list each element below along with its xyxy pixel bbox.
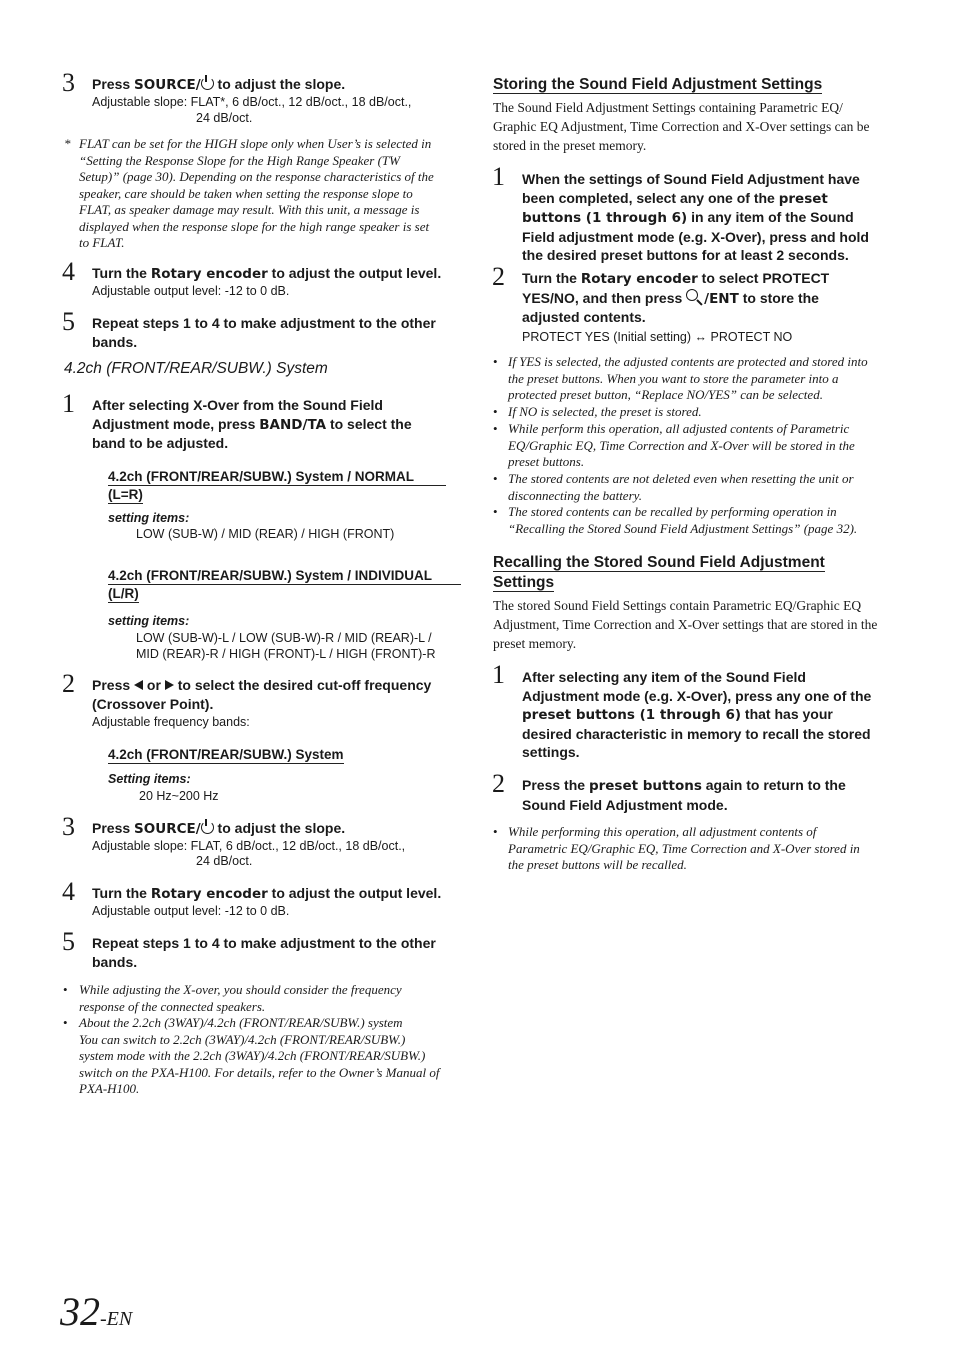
step-line (522, 189, 869, 209)
note-line: The stored contents can be recalled by performing operation in (508, 504, 837, 519)
step-line: Repeat steps 1 to 4 to make adjustment to the other (92, 935, 436, 951)
note (508, 471, 898, 504)
heading-text: Recalling the Stored Sound Field Adjustment (493, 554, 825, 571)
step-text (522, 170, 869, 265)
step-detail: Adjustable output level: -12 to 0 dB. (92, 284, 290, 298)
step-line (522, 705, 871, 725)
step-line (522, 289, 829, 309)
step-text-part: Press the (522, 777, 589, 793)
step-line (92, 415, 412, 435)
paragraph-line: Adjustment, Time Correction and X-Over settings that are stored in the (493, 616, 878, 632)
setting-items-label: Setting items: (108, 772, 191, 786)
step-text (92, 819, 345, 839)
step-number: 2 (492, 769, 505, 798)
note-line: About the 2.2ch (3WAY)/4.2ch (FRONT/REAR/SUBW.) system (79, 1015, 403, 1030)
key-label: preset buttons (1 through 6) (522, 707, 742, 723)
step-text (522, 269, 829, 327)
note-line: system mode with the 2.2ch (3WAY)/4.2ch (FRONT/REAR/SUBW.) (79, 1048, 426, 1063)
step-text-part: Turn the (522, 270, 581, 286)
note-line: While adjusting the X-over, you should consider the frequency (79, 982, 402, 997)
step-number: 4 (62, 877, 75, 906)
paragraph-line: The Sound Field Adjustment Settings containing Parametric EQ/ (493, 100, 843, 115)
step-text-part: again to return to the (701, 777, 846, 793)
setting-items-label: setting items: (108, 511, 190, 525)
step-text-part: or (143, 677, 165, 693)
section-heading (493, 553, 825, 593)
note (508, 421, 898, 471)
heading-text: Storing the Sound Field Adjustment Settings (493, 76, 823, 93)
box-heading-line: 4.2ch (FRONT/REAR/SUBW.) System / NORMAL (108, 468, 446, 486)
footnote-line: “Setting the Response Slope for the High Range Speaker (TW (79, 152, 400, 168)
step-text (92, 934, 436, 971)
step-text (522, 668, 871, 762)
step-line (522, 269, 829, 289)
step-text-part: Turn the (92, 265, 151, 281)
step-text-part: to select the (326, 415, 412, 432)
step-number: 3 (62, 812, 75, 841)
step-text (522, 776, 846, 814)
box-heading-line: 4.2ch (FRONT/REAR/SUBW.) System / INDIVIDUAL (108, 567, 461, 585)
footnote-line: to FLAT. (79, 235, 125, 250)
setting-items: MID (REAR)-R / HIGH (FRONT)-L / HIGH (FRONT)-R (136, 647, 436, 661)
footnote-line: Setup)” (page 30). Depending on the response characteristics of the (79, 169, 434, 184)
page-number-suffix: -EN (100, 1308, 133, 1330)
section-heading (493, 75, 822, 95)
step-line: bands. (92, 953, 138, 970)
step-text (92, 264, 441, 284)
note-line: switch on the PXA-H100. For details, refer to the Owner’s Manual of (79, 1064, 440, 1080)
paragraph-line: preset memory. (493, 635, 577, 651)
key-label: preset buttons (588, 778, 702, 794)
step-number: 4 (62, 257, 75, 286)
box-heading (108, 746, 344, 764)
step-detail: Adjustable frequency bands: (92, 715, 250, 729)
step-text-part: been completed, select any one of the (522, 189, 779, 206)
footnote (79, 136, 469, 252)
key-label: BAND/TA (259, 416, 327, 433)
step-line: After selecting any item of the Sound Field (522, 669, 806, 685)
step-line: When the settings of Sound Field Adjustment have (522, 171, 860, 187)
note (79, 982, 469, 1015)
step-number: 1 (492, 660, 505, 689)
power-icon (201, 77, 214, 90)
left-arrow-icon (134, 680, 143, 690)
bullet: • (493, 421, 498, 436)
step-text-part: Press (92, 820, 135, 836)
note-line: disconnecting the battery. (508, 487, 642, 503)
step-number: 5 (62, 307, 75, 336)
step-text-part: in any item of the Sound (687, 209, 854, 225)
note-line: While performing this operation, all adjustment contents of (508, 824, 817, 839)
note-line: response of the connected speakers. (79, 998, 266, 1014)
step-line: Field adjustment mode (e.g. X-Over), press and hold (522, 228, 869, 245)
step-number: 1 (62, 389, 75, 418)
paragraph (493, 597, 893, 653)
note-line: PXA-H100. (79, 1081, 140, 1096)
bullet: • (493, 504, 498, 519)
note-line: If YES is selected, the adjusted contents are protected and stored into (508, 354, 868, 369)
note-line: “Recalling the Stored Sound Field Adjustment Settings” (page 32). (508, 520, 858, 536)
note (508, 504, 898, 537)
note (508, 354, 898, 404)
box-heading (108, 567, 461, 603)
paragraph-line: The stored Sound Field Settings contain Parametric EQ/Graphic EQ (493, 598, 862, 613)
key-label: SOURCE/ (134, 821, 201, 837)
step-detail: Adjustable output level: -12 to 0 dB. (92, 904, 290, 918)
step-text-part: to adjust the output level. (267, 885, 442, 901)
step-text (92, 75, 345, 95)
step-text (92, 884, 441, 904)
page-number-value: 32 (60, 1289, 100, 1334)
step-text-part: YES/NO, and then press (522, 289, 687, 306)
paragraph-line: Graphic EQ Adjustment, Time Correction and X-Over settings can be (493, 118, 870, 134)
footnote-mark: * (64, 136, 71, 151)
note-line: If NO is selected, the preset is stored. (508, 404, 702, 419)
step-text (92, 314, 436, 351)
step-detail: Adjustable slope: FLAT, 6 dB/oct., 12 dB/oct., 18 dB/oct., (92, 839, 406, 853)
footnote-line: speaker, care should be taken when setting the response slope to (79, 185, 413, 201)
setting-items: 20 Hz~200 Hz (139, 789, 219, 803)
step-text-part: to store the (738, 289, 819, 306)
step-line (92, 676, 431, 695)
search-icon (686, 289, 704, 305)
key-label: Rotary encoder (150, 886, 268, 902)
note (508, 824, 898, 874)
step-detail: PROTECT YES (Initial setting) ↔ PROTECT NO (522, 330, 793, 344)
step-line: bands. (92, 333, 138, 350)
step-line: Repeat steps 1 to 4 to make adjustment to the other (92, 315, 436, 331)
step-line: desired characteristic in memory to recall the stored (522, 725, 871, 742)
setting-items: LOW (SUB-W)-L / LOW (SUB-W)-R / MID (REAR)-L / (136, 631, 432, 645)
step-text-part: to select the desired cut-off frequency (173, 677, 432, 693)
step-text-part: to adjust the output level. (267, 265, 442, 281)
setting-items: LOW (SUB-W) / MID (REAR) / HIGH (FRONT) (136, 527, 395, 541)
page-number (60, 1288, 132, 1335)
bullet: • (493, 354, 498, 369)
step-line: the desired preset buttons for at least 2 seconds. (522, 247, 849, 263)
step-text-part: to select PROTECT (697, 270, 830, 286)
key-label: preset (778, 190, 828, 207)
bullet: • (493, 824, 498, 839)
step-line (522, 208, 869, 228)
key-label: buttons (1 through 6) (522, 210, 688, 226)
step-text-part: Turn the (92, 885, 151, 901)
note-line: the preset buttons will be recalled. (508, 857, 687, 872)
key-label: Rotary encoder (150, 266, 268, 282)
heading-text: Settings (493, 574, 555, 591)
power-icon (201, 821, 214, 834)
note-line: While perform this operation, all adjusted contents of Parametric (508, 421, 850, 436)
step-text (92, 676, 431, 713)
step-detail: 24 dB/oct. (196, 854, 253, 868)
step-line (522, 776, 846, 796)
note (79, 1015, 469, 1098)
step-text-part: Adjustment mode, press (92, 415, 260, 432)
note-line: the preset buttons. When you want to store the parameter into a (508, 370, 839, 386)
step-number: 2 (492, 262, 505, 291)
key-label: Rotary encoder (580, 271, 698, 287)
step-text-part: to adjust the slope. (213, 76, 346, 92)
section-heading: 4.2ch (FRONT/REAR/SUBW.) System (64, 360, 328, 377)
note (508, 404, 898, 421)
step-number: 1 (492, 162, 505, 191)
right-arrow-icon (165, 680, 174, 690)
step-line: (Crossover Point). (92, 695, 214, 712)
step-text (92, 396, 412, 453)
box-heading-line: (L=R) (108, 487, 143, 502)
note-line: preset buttons. (508, 454, 585, 469)
step-line: After selecting X-Over from the Sound Field (92, 397, 383, 413)
step-text-part: to adjust the slope. (213, 820, 346, 836)
paragraph (493, 99, 893, 155)
note-line: Parametric EQ/Graphic EQ, Time Correction and X-Over stored in (508, 840, 860, 856)
paragraph-line: stored in the preset memory. (493, 137, 647, 153)
bullet: • (493, 471, 498, 486)
bullet: • (63, 982, 68, 997)
box-heading (108, 468, 446, 504)
footnote-line: FLAT can be set for the HIGH slope only when User’s is selected in (79, 136, 432, 151)
bullet: • (63, 1015, 68, 1030)
step-line: adjusted contents. (522, 309, 646, 325)
bullet: • (493, 404, 498, 419)
step-number: 3 (62, 68, 75, 97)
note-line: The stored contents are not deleted even when resetting the unit or (508, 471, 854, 486)
note-line: You can switch to 2.2ch (3WAY)/4.2ch (FRONT/REAR/SUBW.) (79, 1031, 406, 1047)
key-label: SOURCE/ (134, 77, 201, 93)
box-heading-line: (L/R) (108, 586, 139, 601)
footnote-line: displayed when the response slope for the high range speaker is set (79, 218, 430, 234)
step-line: Sound Field Adjustment mode. (522, 796, 728, 813)
step-detail: 24 dB/oct. (196, 111, 253, 125)
step-number: 5 (62, 927, 75, 956)
footnote-line: FLAT, as speaker damage may result. With this unit, a message is (79, 202, 420, 217)
step-line: band to be adjusted. (92, 435, 229, 451)
step-line: settings. (522, 744, 580, 760)
note-line: protected preset button, “Replace NO/YES” can be selected. (508, 387, 823, 402)
box-heading-line: 4.2ch (FRONT/REAR/SUBW.) System (108, 747, 344, 762)
step-text-part: Press (92, 76, 135, 92)
note-line: EQ/Graphic EQ, Time Correction and X-Over will be stored in the (508, 437, 855, 453)
step-detail: Adjustable slope: FLAT*, 6 dB/oct., 12 dB/oct., 18 dB/oct., (92, 95, 412, 109)
step-text-part: that has your (741, 706, 833, 722)
step-line: Adjustment mode (e.g. X-Over), press any one of the (522, 687, 872, 704)
setting-items-label: setting items: (108, 614, 190, 628)
step-text-part: Press (92, 677, 135, 693)
key-label: /ENT (704, 290, 739, 307)
step-number: 2 (62, 669, 75, 698)
